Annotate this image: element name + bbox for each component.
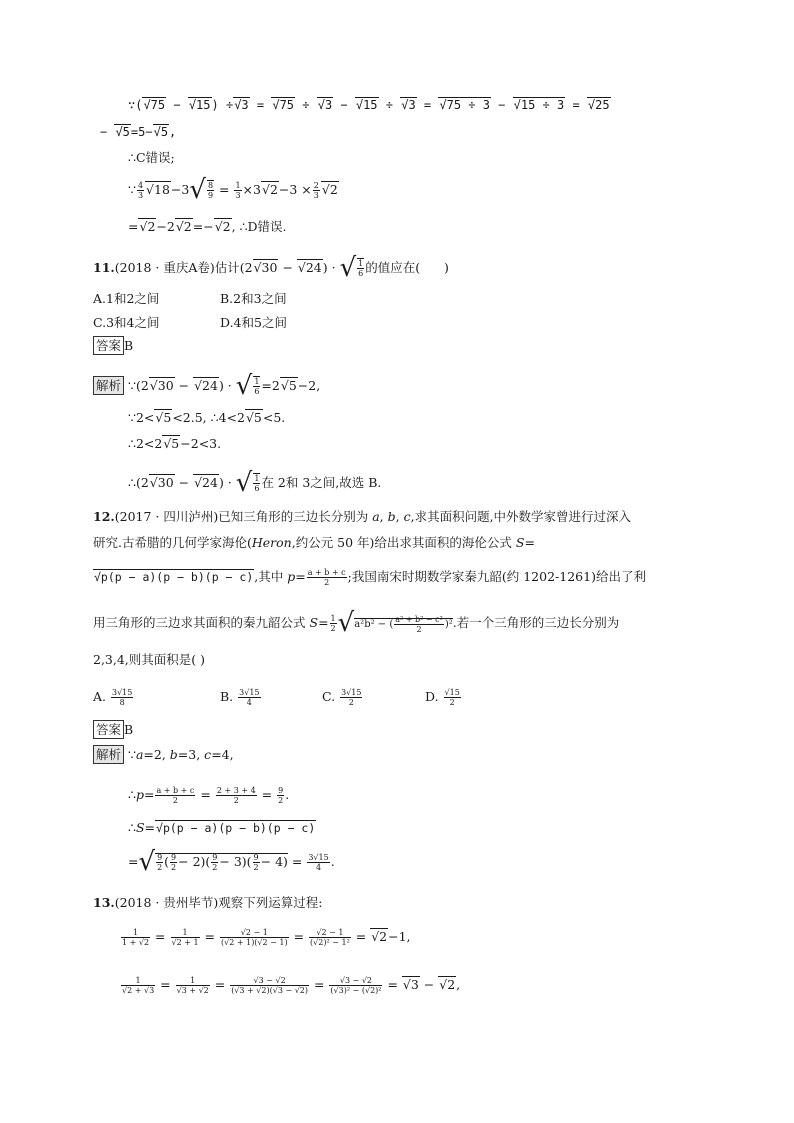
answer-label: 答案: [93, 336, 124, 355]
q11-option-b: B.2和3之间: [220, 291, 287, 306]
q11-option-d: D.4和5之间: [220, 315, 287, 330]
question-12-line-5: 2,3,4,则其面积是( ): [93, 652, 206, 667]
question-12-line-2: 研究.古希腊的几何学家海伦(Heron,约公元 50 年)给出求其面积的海伦公式 S=: [93, 535, 535, 550]
question-12-number: 12.: [93, 509, 115, 524]
prev-solution-line-3: ∴C错误;: [128, 150, 175, 165]
analysis-label: 解析: [93, 745, 124, 764]
prev-solution-line-1: ∵(√75 − √15) ÷√3 = √75 ÷ √3 − √15 ÷ √3 = √75 ÷ 3 − √15 ÷ 3 = √25: [128, 98, 610, 112]
q11-analysis-line-4: ∴(2√30 − √24) · √ $\frac{1}{6}$ 在 2和 3之间,故选 B.: [128, 468, 382, 498]
q11-analysis-line-3: ∴2<2√5−2<3.: [128, 436, 222, 451]
q12-option-a: A. $\frac{3√15}{8}$: [93, 688, 133, 708]
q12-option-d: D. $\frac{√15}{2}$: [425, 688, 460, 708]
question-11-number: 11.: [93, 259, 115, 275]
q12-answer: [93, 724, 133, 737]
q11-analysis-line-2: ∵2<√5<2.5, ∴4<2√5<5.: [128, 410, 286, 425]
question-13-number: 13.: [93, 895, 115, 910]
q12-option-b: B. $\frac{3√15}{4}$: [220, 688, 260, 708]
q12-analysis-line-1: 解析 ∵a=2, b=3, c=4,: [93, 749, 234, 762]
q12-analysis-line-2: ∴p= $\frac{a + b + c}{2}$ = $\frac{2 + 3 + 4}{2}$ = $\frac{9}{2}$ .: [128, 786, 290, 806]
question-12-line-1: 12.(2017 · 四川泸州)已知三角形的三边长分别为 a, b, c,求其面积问题,中外数学家曾进行过深入: [93, 509, 632, 524]
question-13-stem: 13.(2018 · 贵州毕节)观察下列运算过程:: [93, 895, 323, 910]
q11-answer: [93, 340, 133, 353]
q12-answer-value: B: [124, 722, 134, 737]
q13-example-2: $\frac{1}{√2 + √3}$ = $\frac{1}{√3 + √2}$ = $\frac{√3 - √2}{(√3 + √2)(√3 - √2)}$ = $\frac{√3 - √2}{\text{(√3)² − (√2)²}}$ = √3 − √2,: [122, 976, 461, 996]
question-11-stem: 11.(2018 · 重庆A卷)估计(2√30 − √24) · √ $\frac{1}{6}$ 的值应在( ): [93, 253, 449, 283]
q11-analysis-line-1: 解析 ∵(2√30 − √24) · √ $\frac{1}{6}$ =2√5−2,: [93, 376, 320, 397]
question-12-line-3: √p(p − a)(p − b)(p − c),其中 p= $\frac{a + b + c}{2}$ ;我国南宋时期数学家秦九韶(约 1202-1261)给出了利: [94, 568, 646, 588]
q13-example-1: $\frac{1}{1 + √2}$ = $\frac{1}{√2 + 1}$ = $\frac{√2 - 1}{(√2 + 1)(√2 - 1)}$ = $\frac{√2 - 1}{\text{(√2)² − 1²}}$ = √2−1,: [122, 928, 411, 948]
question-12-line-4: 用三角形的三边求其面积的秦九韶公式 S= $\frac{1}{2}$ √a²b² − ( $\frac{\text{a² + b² − c²}}{2}$ )².若一个三角形的三边长分别为: [93, 608, 620, 638]
q12-option-c: C. $\frac{3√15}{2}$: [322, 688, 362, 708]
analysis-label: 解析: [93, 376, 124, 395]
prev-solution-line-2: − √5=5−√5,: [100, 125, 177, 139]
q11-answer-value: B: [124, 338, 134, 353]
answer-label: 答案: [93, 720, 124, 739]
q11-option-c: C.3和4之间: [93, 315, 160, 330]
q12-analysis-line-3: ∴S=√p(p − a)(p − b)(p − c): [128, 820, 316, 835]
prev-solution-line-4: ∵ $\frac{4}{3}$ √18−3√ $\frac{8}{9}$ = $\frac{1}{3}$ ×3√2−3 × $\frac{2}{3}$ √2: [128, 175, 338, 205]
prev-solution-line-5: =√2−2√2=−√2, ∴D错误.: [128, 219, 287, 234]
q11-option-a: A.1和2之间: [93, 291, 160, 306]
q12-analysis-line-4: =√ $\frac{9}{2}$ ( $\frac{9}{2}$ − 2)( $\frac{9}{2}$ − 3)( $\frac{9}{2}$ − 4) = $\frac{3√15}{4}$ .: [128, 847, 335, 877]
